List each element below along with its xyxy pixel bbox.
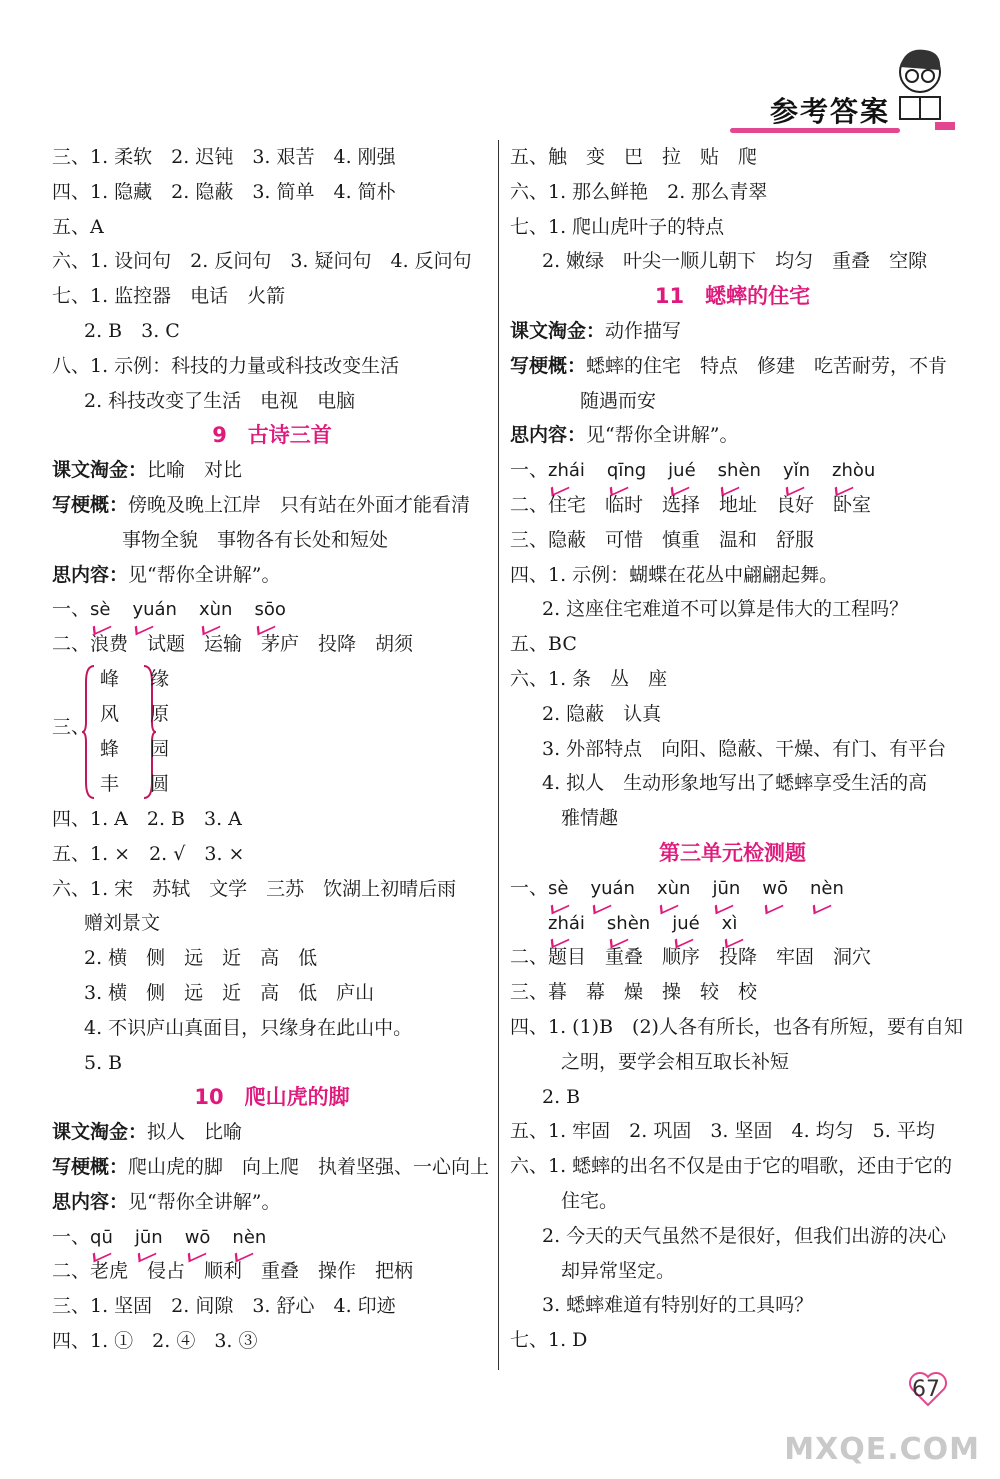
header-title: 参考答案 [769, 95, 890, 128]
answer-text: 动作描写 [605, 319, 682, 342]
answer-text: 见“帮你全讲解”。 [128, 1190, 281, 1213]
pinyin-answer: nèn [232, 1221, 266, 1256]
answer-line: 3. 外部特点 向阳、隐蔽、干燥、有门、有平台 [542, 737, 947, 760]
answer-line: 二、住宅 临时 选择 地址 良好 卧室 [510, 493, 872, 516]
answer-text: 蟋蟀的住宅 特点 修建 吃苦耐劳，不肯 [586, 354, 948, 377]
brace-column [100, 662, 119, 802]
answer-prefix: 一、 [510, 459, 549, 482]
pinyin-answer: shèn [607, 907, 650, 942]
pinyin-answer: zhòu [832, 454, 875, 489]
pinyin-answer: nèn [810, 872, 844, 907]
watermark: MXQE.COM [784, 1432, 980, 1467]
answer-line: 四、1. A 2. B 3. A [52, 807, 242, 830]
left-column [52, 140, 492, 1359]
brace-char: 峰 [100, 667, 120, 690]
answer-text: 拟人 比喻 [147, 1121, 243, 1144]
brace-group [52, 662, 492, 802]
answer-line: 六、1. 条 丛 座 [510, 667, 668, 690]
answer-line: 赠刘景文 [84, 912, 161, 935]
answer-line [52, 1220, 492, 1255]
pinyin-answer: sè [548, 872, 568, 907]
answer-line: 三、1. 坚固 2. 间隙 3. 舒心 4. 印迹 [52, 1295, 396, 1318]
pinyin-answer: yǐn [783, 454, 810, 489]
answer-label: 课文淘金： [510, 319, 606, 342]
pinyin-answer: sè [90, 593, 110, 628]
answer-line: 雅情趣 [542, 807, 619, 830]
answer-line: 四、1. (1)B (2)人各有所长，也各有所短，要有自知 [510, 1015, 963, 1038]
pinyin-answer: qū [90, 1221, 113, 1256]
answer-line: 5. B [84, 1051, 123, 1074]
answer-line: 2. 今天的天气虽然不是很好，但我们出游的决心 [542, 1224, 947, 1247]
answer-line [52, 558, 492, 593]
answer-line [510, 418, 955, 453]
brace-char: 丰 [100, 772, 120, 795]
answer-label: 思内容： [52, 563, 129, 586]
column-divider [498, 140, 499, 1370]
answer-line: 3. 蟋蟀难道有特别好的工具吗？ [542, 1294, 814, 1317]
pinyin-answer: yuán [590, 872, 635, 907]
pinyin-answer: jué [672, 907, 699, 942]
answer-line: 三、暮 幕 燥 操 较 校 [510, 981, 758, 1004]
answer-line: 3. 横 侧 远 近 高 低 庐山 [84, 981, 375, 1004]
answer-line: 六、1. 宋 苏轼 文学 三苏 饮湖上初晴后雨 [52, 877, 457, 900]
answer-line: 五、触 变 巴 拉 贴 爬 [510, 146, 758, 168]
pinyin-answer: jūn [712, 872, 740, 907]
answer-text: 爬山虎的脚 向上爬 执着坚强、一心向上 [128, 1155, 490, 1178]
answer-line [52, 592, 492, 627]
answer-line [52, 1150, 492, 1185]
pinyin-answer: sōo [254, 593, 285, 628]
answer-line: 五、1. 牢固 2. 巩固 3. 坚固 4. 均匀 5. 平均 [510, 1120, 935, 1143]
answer-label: 课文淘金： [52, 1121, 148, 1144]
answer-line [52, 1185, 492, 1220]
answer-label: 思内容： [52, 1190, 129, 1213]
pinyin-answer: jūn [135, 1221, 163, 1256]
answer-line: 2. B 3. C [84, 319, 180, 342]
answer-line: 五、A [52, 215, 104, 238]
answer-line: 四、1. 示例：蝴蝶在花丛中翩翩起舞。 [510, 563, 839, 586]
pinyin-answer: wō [762, 872, 788, 907]
answer-text: 见“帮你全讲解”。 [586, 424, 739, 447]
answer-text: 比喻 对比 [147, 459, 243, 482]
section-heading: 第三单元检测题 [659, 840, 806, 865]
pinyin-answer: zhái [548, 454, 585, 489]
answer-line: 七、1. 爬山虎叶子的特点 [510, 215, 725, 238]
answer-line [52, 488, 492, 523]
answer-label: 课文淘金： [52, 459, 148, 482]
answer-label: 写梗概： [52, 1155, 129, 1178]
answer-text: 傍晚及晚上江岸 只有站在外面才能看清 [128, 493, 471, 516]
answer-line: 二、浪费 试题 运输 茅庐 投降 胡须 [52, 633, 414, 656]
answer-line: 2. 这座住宅难道不可以算是伟大的工程吗？ [542, 598, 909, 621]
answer-line [510, 453, 955, 488]
brace-label: 三、 [52, 715, 91, 738]
answer-prefix: 一、 [510, 876, 549, 899]
brace-char: 蜂 [100, 737, 120, 760]
answer-label: 写梗概： [52, 493, 129, 516]
answer-line: 四、1. ① 2. ④ 3. ③ [52, 1329, 258, 1352]
answer-line [510, 906, 955, 941]
answer-line: 七、1. 监控器 电话 火箭 [52, 285, 286, 308]
answer-line: 三、隐蔽 可惜 慎重 温和 舒服 [510, 528, 815, 551]
right-column [510, 140, 963, 1358]
brace-column [150, 662, 169, 802]
answer-line: 二、题目 重叠 顺序 投降 牢固 洞穴 [510, 946, 872, 969]
answer-line: 八、1. 示例：科技的力量或科技改变生活 [52, 354, 400, 377]
pinyin-answer: zhái [548, 907, 585, 942]
answer-line: 七、1. D [510, 1329, 588, 1352]
answer-line: 随遇而安 [542, 389, 657, 412]
answer-line: 4. 拟人 生动形象地写出了蟋蟀享受生活的高 [542, 772, 928, 795]
answer-line: 2. 横 侧 远 近 高 低 [84, 947, 318, 970]
answer-line: 却异常坚定。 [542, 1259, 676, 1282]
answer-line: 2. B [542, 1085, 581, 1108]
answer-line: 二、老虎 侵占 顺利 重叠 操作 把柄 [52, 1260, 414, 1283]
pinyin-answer: xùn [199, 593, 232, 628]
answer-label: 写梗概： [510, 354, 587, 377]
answer-line: 2. 科技改变了生活 电视 电脑 [84, 389, 356, 412]
brace-char: 原 [150, 702, 170, 725]
reading-character-icon [880, 42, 960, 137]
answer-line: 4. 不识庐山真面目，只缘身在此山中。 [84, 1016, 413, 1039]
answer-line: 五、1. × 2. √ 3. × [52, 842, 245, 865]
answer-prefix: 一、 [52, 1225, 91, 1248]
pinyin-answer: xùn [657, 872, 690, 907]
answer-line: 六、1. 蟋蟀的出名不仅是由于它的唱歌，还由于它的 [510, 1155, 953, 1178]
answer-line [510, 871, 955, 906]
answer-line: 之明，要学会相互取长补短 [542, 1050, 790, 1073]
pinyin-answer: shèn [718, 454, 761, 489]
brace-char: 风 [100, 702, 120, 725]
answer-line: 2. 嫩绿 叶尖一顺儿朝下 均匀 重叠 空隙 [542, 250, 928, 273]
answer-text: 见“帮你全讲解”。 [128, 563, 281, 586]
answer-line: 六、1. 那么鲜艳 2. 那么青翠 [510, 180, 768, 203]
header-accent-bar [730, 128, 900, 133]
answer-line: 三、1. 柔软 2. 迟钝 3. 艰苦 4. 刚强 [52, 146, 396, 168]
page-header [630, 40, 960, 135]
section-heading: 10 爬山虎的脚 [194, 1085, 350, 1110]
pinyin-answer: wō [185, 1221, 211, 1256]
answer-line: 住宅。 [542, 1189, 619, 1212]
answer-line: 四、1. 隐藏 2. 隐蔽 3. 简单 4. 简朴 [52, 180, 396, 203]
answer-line [52, 453, 492, 488]
answer-line: 五、BC [510, 633, 577, 656]
answer-line [52, 1115, 492, 1150]
brace-char: 缘 [150, 667, 170, 690]
answer-line [510, 314, 955, 349]
answer-line [510, 349, 955, 384]
answer-line: 事物全貌 事物各有长处和短处 [84, 528, 389, 551]
section-heading: 11 蟋蟀的住宅 [654, 284, 811, 309]
pinyin-answer: xì [722, 907, 738, 942]
pinyin-answer: qīng [607, 454, 646, 489]
answer-prefix: 一、 [52, 598, 91, 621]
pinyin-answer: yuán [132, 593, 177, 628]
answer-line: 2. 隐蔽 认真 [542, 702, 662, 725]
brace-char: 圆 [150, 772, 170, 795]
page-number: 67 [912, 1377, 940, 1402]
answer-prefix [510, 912, 548, 934]
answer-label: 思内容： [510, 424, 587, 447]
brace-char: 园 [150, 737, 170, 760]
section-heading: 9 古诗三首 [212, 423, 332, 448]
page-footer [850, 1369, 970, 1419]
pinyin-answer: jué [668, 454, 695, 489]
answer-line: 六、1. 设问句 2. 反问句 3. 疑问句 4. 反问句 [52, 250, 472, 273]
